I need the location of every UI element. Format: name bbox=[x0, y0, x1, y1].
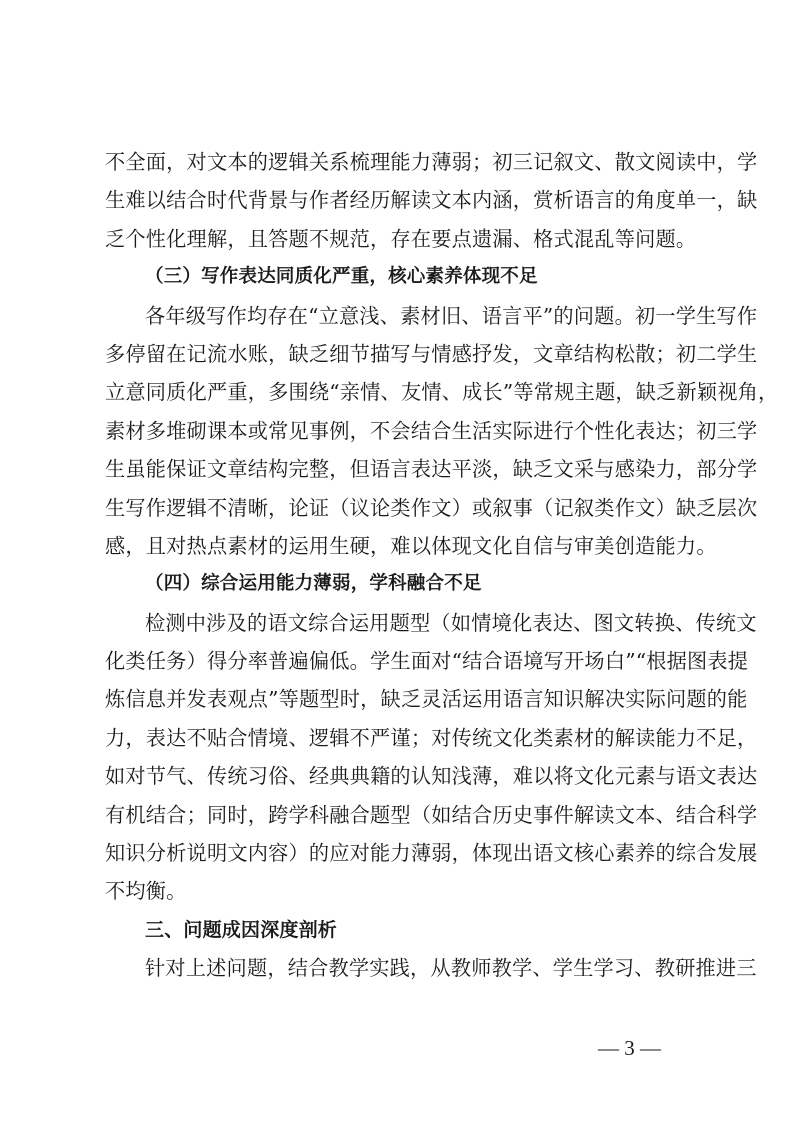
page-number: — 3 — bbox=[598, 1036, 661, 1060]
text-line: 知识分析说明文内容）的应对能力薄弱，体现出语文核心素养的综合发展 bbox=[105, 841, 758, 866]
text-line: 立意同质化严重，多围绕“亲情、友情、成长”等常规主题，缺乏新颖视角， bbox=[105, 380, 779, 405]
text-line: 感，且对热点素材的运用生硬，难以体现文化自信与审美创造能力。 bbox=[105, 533, 717, 558]
text-line: 不均衡。 bbox=[105, 879, 187, 904]
paragraph-causes bbox=[105, 949, 757, 987]
text-line: 针对上述问题，结合教学实践，从教师教学、学生学习、教研推进三 bbox=[145, 956, 757, 981]
text-line: 乏个性化理解，且答题不规范，存在要点遗漏、格式混乱等问题。 bbox=[105, 226, 697, 251]
document-page bbox=[105, 143, 779, 988]
text-line: 力，表达不贴合情境、逻辑不严谨；对传统文化类素材的解读能力不足， bbox=[105, 725, 758, 750]
paragraph-integrated bbox=[105, 604, 758, 911]
text-line: 不全面，对文本的逻辑关系梳理能力薄弱；初三记叙文、散文阅读中，学 bbox=[105, 150, 758, 174]
paragraph-writing bbox=[105, 297, 779, 566]
text-line: 多停留在记流水账，缺乏细节描写与情感抒发，文章结构松散；初二学生 bbox=[105, 341, 758, 366]
subheading-writing: （三）写作表达同质化严重，核心素养体现不足 bbox=[145, 266, 538, 288]
text-line: 如对节气、传统习俗、经典典籍的认知浅薄，难以将文化元素与语文表达 bbox=[105, 764, 758, 789]
section-heading-causes: 三、问题成因深度剖析 bbox=[145, 918, 338, 941]
text-line: 检测中涉及的语文综合运用题型（如情境化表达、图文转换、传统文 bbox=[145, 610, 757, 635]
text-line: 生虽能保证文章结构完整，但语言表达平淡，缺乏文采与感染力，部分学 bbox=[105, 457, 758, 482]
text-line: 生写作逻辑不清晰，论证（议论类作文）或叙事（记叙类作文）缺乏层次 bbox=[105, 495, 758, 520]
text-line: 素材多堆砌课本或常见事例，不会结合生活实际进行个性化表达；初三学 bbox=[105, 418, 758, 443]
text-line: 化类任务）得分率普遍偏低。学生面对“结合语境写开场白”“根据图表提 bbox=[105, 649, 749, 674]
text-line: 生难以结合时代背景与作者经历解读文本内涵，赏析语言的角度单一，缺 bbox=[105, 188, 758, 213]
text-line: 有机结合；同时，跨学科融合题型（如结合历史事件解读文本、结合科学 bbox=[105, 802, 758, 827]
paragraph-reading-issues bbox=[105, 143, 758, 258]
text-line: 炼信息并发表观点”等题型时，缺乏灵活运用语言知识解决实际问题的能 bbox=[105, 687, 748, 712]
subheading-integrated: （四）综合运用能力薄弱，学科融合不足 bbox=[145, 573, 482, 595]
text-line: 各年级写作均存在“立意浅、素材旧、语言平”的问题。初一学生写作 bbox=[145, 303, 758, 328]
